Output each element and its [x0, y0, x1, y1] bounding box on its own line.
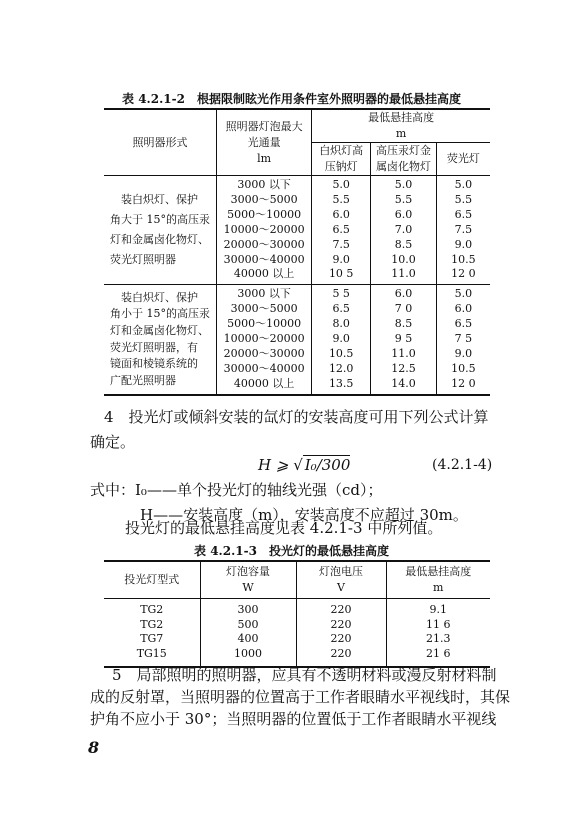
- page-number: 8: [88, 738, 100, 757]
- header-fixture-type: 照明器形式: [104, 109, 217, 176]
- equation-number: (4.2.1-4): [432, 457, 493, 473]
- header-max-flux: 照明器灯泡最大 光通量 lm: [217, 109, 312, 176]
- paragraph-line: 4 投光灯或倾斜安装的氙灯的安装高度可用下列公式计算: [104, 408, 489, 426]
- height-mercury-values: 5.0 5.5 6.0 7.0 8.5 10.0 11.0: [371, 176, 437, 285]
- header-projector-type: 投光灯型式: [104, 561, 200, 599]
- table-row: [104, 285, 490, 395]
- paragraph-4: [90, 405, 504, 455]
- formula-lhs: H ⩾: [258, 456, 294, 474]
- header-min-height: 最低悬挂高度 m: [312, 109, 490, 143]
- header-bulb-voltage: 灯泡电压 V: [296, 561, 386, 599]
- height-fluorescent-values: 5.0 6.0 6.5 7 5 9.0 10.5 12 0: [436, 285, 490, 395]
- paragraph-line: 成的反射罩，当照明器的位置高于工作者眼睛水平视线时，其保: [90, 688, 511, 706]
- group-label: 装白炽灯、保护 角大于 15°的高压汞 灯和金属卤化物灯、 荧光灯照明器: [104, 176, 217, 285]
- flux-values: 3000 以下 3000～5000 5000～10000 10000～20000 20000～30000 30000～40000 40000 以上: [217, 285, 312, 395]
- table-row: TG2 500 220 11 6: [104, 618, 490, 633]
- paragraph-line: 5 局部照明的照明器，应具有不透明材料或漫反射材料制: [112, 666, 497, 684]
- paragraph-line: 护角不应小于 30°；当照明器的位置低于工作者眼睛水平视线: [90, 710, 497, 728]
- header-bulb-capacity: 灯泡容量 W: [200, 561, 296, 599]
- height-incandescent-values: 5 5 6.5 8.0 9.0 10.5 12.0 13.5: [312, 285, 371, 395]
- header-fluorescent: 荧光灯: [436, 143, 490, 176]
- paragraph-5: [90, 664, 510, 730]
- table-row: TG7 400 220 21.3: [104, 632, 490, 647]
- group-label: 装白炽灯、保护 角小于 15°的高压汞 灯和金属卤化物灯、 荧光灯照明器，有 镜面和棱镜系统的 广配光照明器: [104, 285, 217, 395]
- formula-radicand: I₀/300: [304, 456, 351, 474]
- table-4-2-1-3: [104, 560, 490, 668]
- height-fluorescent-values: 5.0 5.5 6.5 7.5 9.0 10.5 12 0: [436, 176, 490, 285]
- table1-caption: 表 4.2.1-2 根据限制眩光作用条件室外照明器的最低悬挂高度: [122, 92, 461, 106]
- table-row: TG15 1000 220 21 6: [104, 647, 490, 667]
- table2-caption: 表 4.2.1-3 投光灯的最低悬挂高度: [194, 544, 389, 558]
- table-row: TG2 300 220 9.1: [104, 599, 490, 618]
- sqrt-symbol: √: [293, 456, 303, 474]
- where-line: H——安装高度（m），安装高度不应超过 30m。: [140, 506, 468, 524]
- header-min-height: 最低悬挂高度 m: [386, 561, 490, 599]
- where-line: 式中：I₀——单个投光灯的轴线光强（cd）；: [90, 481, 383, 499]
- height-mercury-values: 6.0 7 0 8.5 9 5 11.0 12.5 14.0: [371, 285, 437, 395]
- table-4-2-1-2: [104, 108, 490, 396]
- paragraph-line: 确定。: [90, 433, 136, 451]
- header-mercury-halide: 高压汞灯金 属卤化物灯: [371, 143, 437, 176]
- table-row: [104, 176, 490, 285]
- height-incandescent-values: 5.0 5.5 6.0 6.5 7.5 9.0 10 5: [312, 176, 371, 285]
- formula-4-2-1-4: [258, 456, 350, 474]
- table-reference-note: 投光灯的最低悬挂高度见表 4.2.1-3 中所列值。: [125, 519, 443, 537]
- flux-values: 3000 以下 3000～5000 5000～10000 10000～20000 20000～30000 30000～40000 40000 以上: [217, 176, 312, 285]
- header-incandescent-sodium: 白炽灯高 压钠灯: [312, 143, 371, 176]
